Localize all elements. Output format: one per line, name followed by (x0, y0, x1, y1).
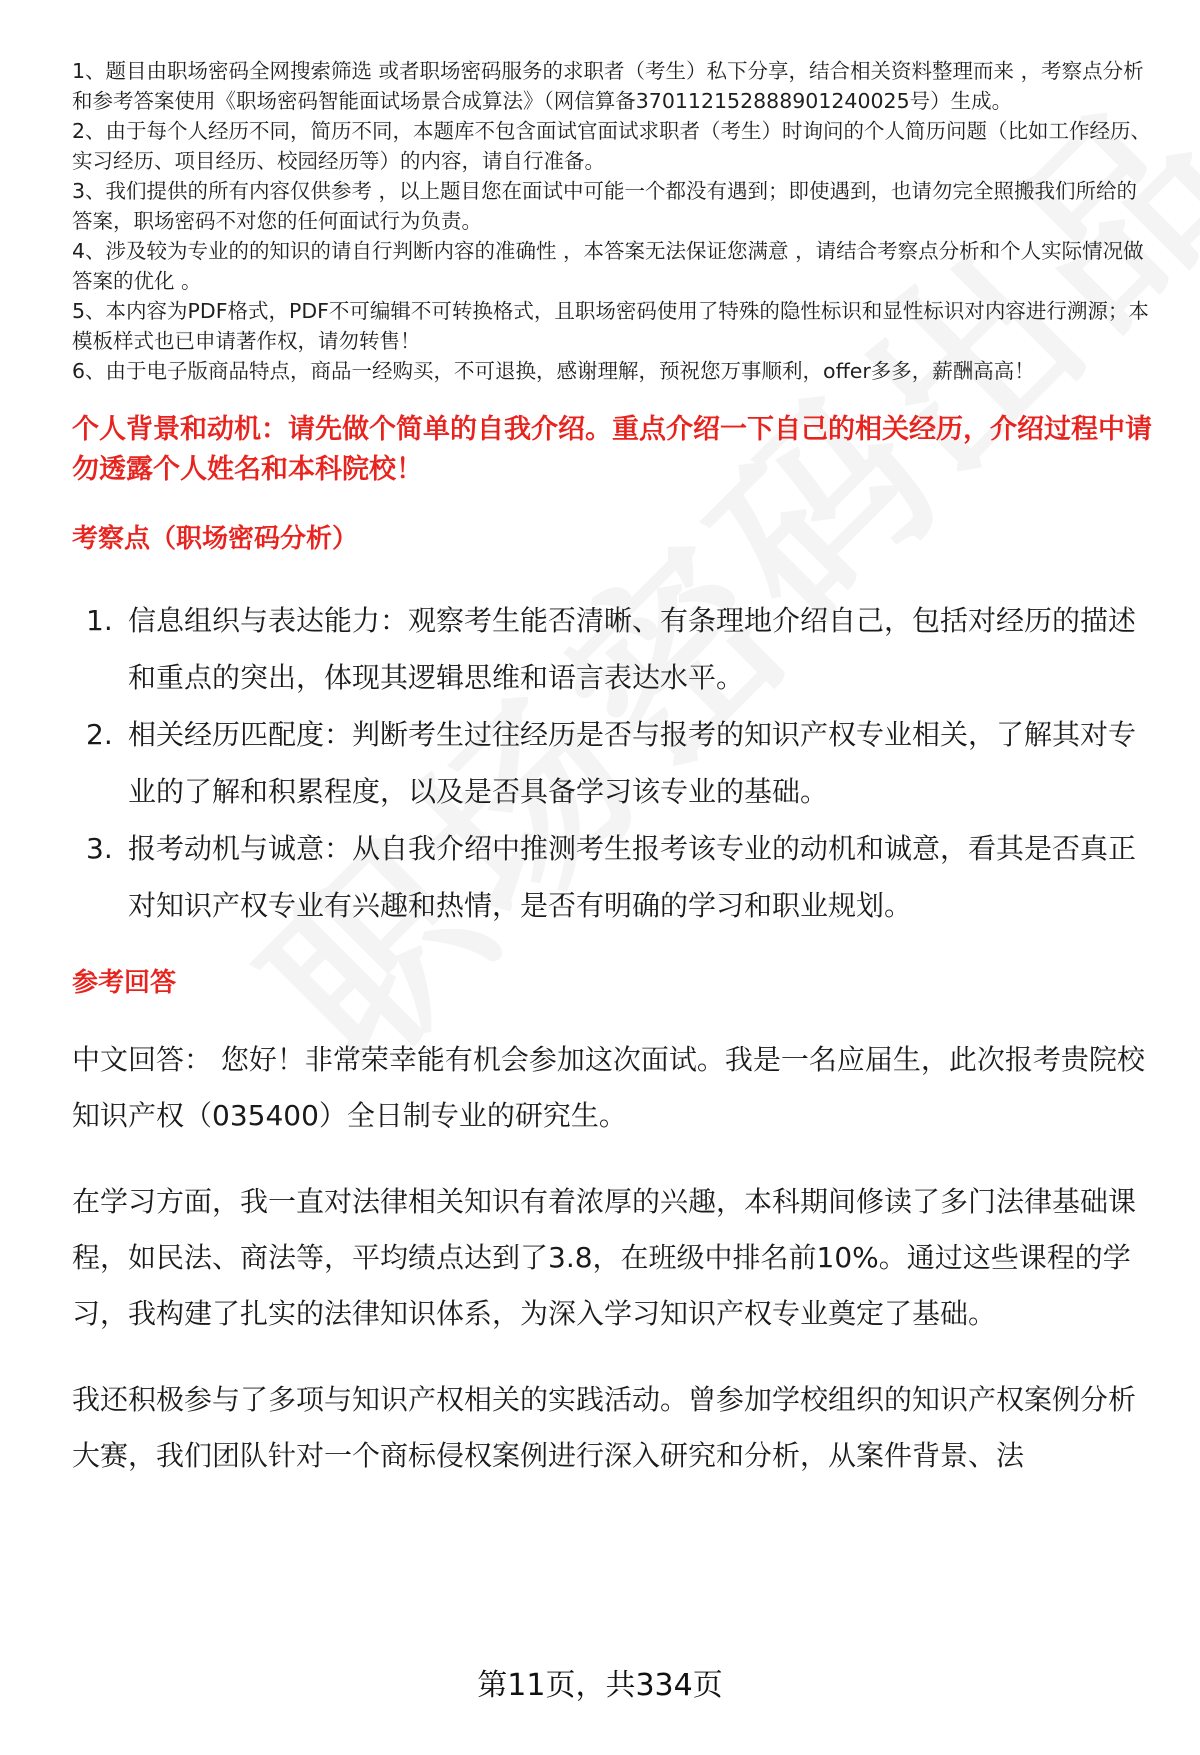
list-text: 信息组织与表达能力：观察考生能否清晰、有条理地介绍自己，包括对经历的描述和重点的突出，体现其逻辑思维和语言表达水平。 (128, 604, 1137, 694)
list-number: 2. (86, 718, 113, 751)
list-text: 相关经历匹配度：判断考生过往经历是否与报考的知识产权专业相关，了解其对专业的了解和积累程度，以及是否具备学习该专业的基础。 (128, 718, 1137, 808)
list-text: 报考动机与诚意：从自我介绍中推测考生报考该专业的动机和诚意，看其是否真正对知识产权专业有兴趣和热情，是否有明确的学习和职业规划。 (128, 832, 1137, 922)
question-heading: 个人背景和动机：请先做个简单的自我介绍。重点介绍一下自己的相关经历，介绍过程中请勿透露个人姓名和本科院校！ (72, 414, 1152, 485)
analysis-points (72, 592, 1152, 934)
disclaimer-notes (72, 56, 1152, 386)
analysis-title: 考察点（职场密码分析） (72, 524, 359, 554)
answer-paragraph: 我还积极参与了多项与知识产权相关的实践活动。曾参加学校组织的知识产权案例分析大赛，我们团队针对一个商标侵权案例进行深入研究和分析，从案件背景、法 (72, 1383, 1137, 1472)
answer-paragraph: 在学习方面，我一直对法律相关知识有着浓厚的兴趣，本科期间修读了多门法律基础课程，如民法、商法等，平均绩点达到了3.8，在班级中排名前10%。通过这些课程的学习，我构建了扎实的法律知识体系，为深入学习知识产权专业奠定了基础。 (72, 1185, 1137, 1330)
page-content (72, 56, 1152, 1484)
page-number: 第11页，共334页 (477, 1668, 723, 1703)
note-item: 1、题目由职场密码全网搜索筛选 或者职场密码服务的求职者（考生）私下分享，结合相关资料整理而来 ，考察点分析和参考答案使用《职场密码智能面试场景合成算法》（网信算备370112152888901240025号）生成。 (72, 59, 1144, 113)
list-item (72, 592, 1152, 706)
list-number: 3. (86, 832, 113, 865)
answer-paragraph: 中文回答： 您好！非常荣幸能有机会参加这次面试。我是一名应届生，此次报考贵院校知识产权（035400）全日制专业的研究生。 (72, 1043, 1145, 1132)
note-item: 2、由于每个人经历不同，简历不同，本题库不包含面试官面试求职者（考生）时询问的个人简历问题（比如工作经历、实习经历、项目经历、校园经历等）的内容，请自行准备。 (72, 119, 1152, 173)
note-item: 6、由于电子版商品特点，商品一经购买，不可退换，感谢理解，预祝您万事顺利，offer多多，薪酬高高！ (72, 359, 1035, 383)
list-number: 1. (86, 604, 113, 637)
note-item: 3、我们提供的所有内容仅供参考 ，以上题目您在面试中可能一个都没有遇到；即使遇到，也请勿完全照搬我们所给的答案，职场密码不对您的任何面试行为负责。 (72, 179, 1138, 233)
note-item: 5、本内容为PDF格式，PDF不可编辑不可转换格式，且职场密码使用了特殊的隐性标识和显性标识对内容进行溯源；本模板样式也已申请著作权，请勿转售！ (72, 299, 1149, 353)
note-item: 4、涉及较为专业的的知识的请自行判断内容的准确性 ，本答案无法保证您满意 ，请结合考察点分析和个人实际情况做答案的优化 。 (72, 239, 1144, 293)
list-item (72, 820, 1152, 934)
answer-body (72, 1032, 1152, 1484)
list-item (72, 706, 1152, 820)
answer-title: 参考回答 (72, 968, 177, 998)
